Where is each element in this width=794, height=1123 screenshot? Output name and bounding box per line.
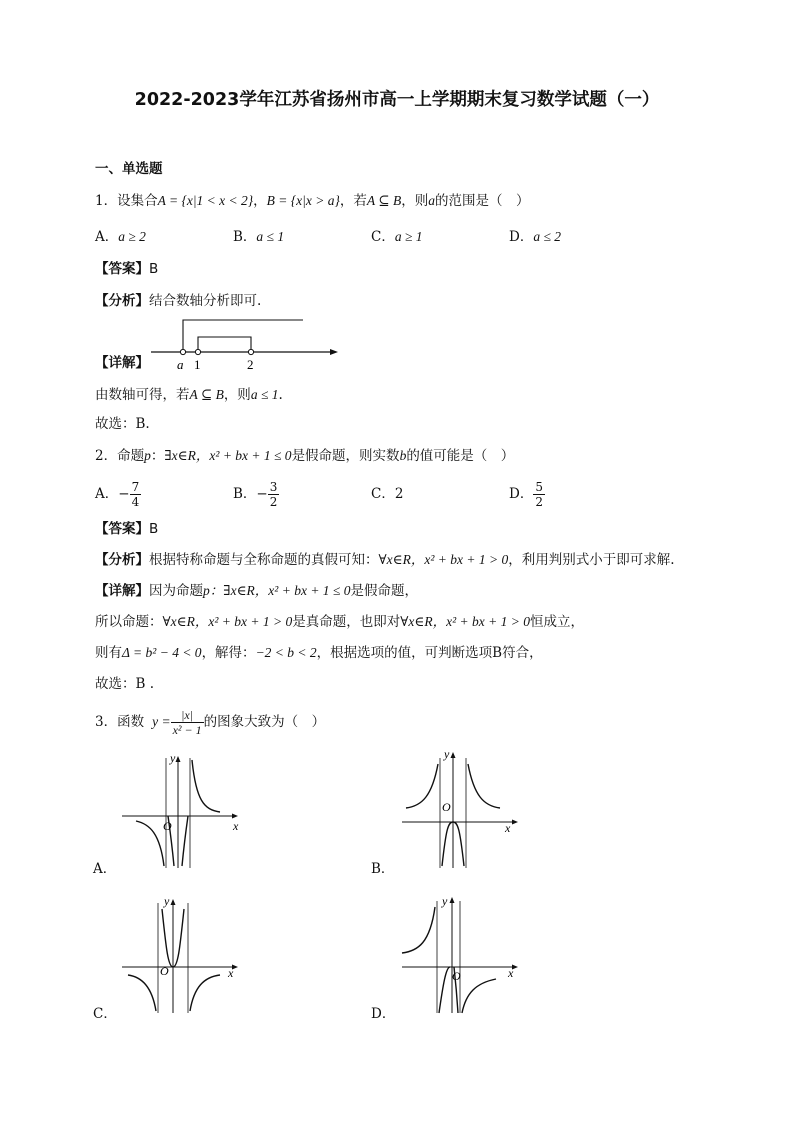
numerator: 3 <box>269 480 278 494</box>
y-arrow-icon <box>171 899 176 905</box>
q1-conclusion: 故选：B. <box>95 416 150 432</box>
x-arrow-icon <box>232 814 238 819</box>
analysis-tag: 【分析】 <box>95 293 149 309</box>
detail-math: ∀x∈R，x² + bx + 1 > 0 <box>162 614 293 629</box>
q2-conclusion: 故选：B . <box>95 676 155 692</box>
curve-right <box>468 764 500 808</box>
curve-left <box>128 975 156 1011</box>
graph-b <box>390 747 525 875</box>
analysis-tag: 【分析】 <box>95 552 149 568</box>
option-fraction <box>533 480 545 509</box>
question-3-stem <box>95 703 325 741</box>
x-label: x <box>508 966 514 980</box>
q2-detail-1 <box>95 582 418 600</box>
detail-text: 是假命题， <box>350 583 418 599</box>
detail-text: 恒成立， <box>530 614 584 630</box>
analysis-text: ，利用判别式小于即可求解. <box>508 552 675 568</box>
q2-detail-3 <box>95 644 543 662</box>
numerator: |x| <box>171 708 204 723</box>
graph-a <box>110 750 245 875</box>
detail-text: . <box>278 387 283 403</box>
arrow-right-icon <box>330 349 338 355</box>
detail-text: 所以命题： <box>95 614 163 630</box>
option-sign: − <box>118 486 130 502</box>
q3-func-fraction <box>171 708 204 737</box>
option-label: A． <box>95 229 119 245</box>
curve-right <box>462 979 496 1013</box>
option-label: C． <box>371 486 395 502</box>
option-fraction <box>130 480 142 509</box>
y-arrow-icon <box>176 756 181 762</box>
y-label: y <box>444 747 450 761</box>
q2-analysis <box>95 551 675 569</box>
detail-text: 因为命题 <box>149 583 203 599</box>
numerator: 7 <box>131 480 140 494</box>
curve-right <box>192 760 220 812</box>
graph-d-label[interactable]: D． <box>371 1006 396 1022</box>
q1-relation: A ⊆ B <box>366 193 402 208</box>
q1-prefix: 1．设集合 <box>95 193 158 209</box>
origin-label: O <box>160 964 169 978</box>
q2-prefix: 2．命题 <box>95 448 145 464</box>
curve-middle-right <box>182 816 188 866</box>
detail-tag: 【详解】 <box>95 583 149 599</box>
option-value: a ≤ 2 <box>533 229 561 244</box>
analysis-math: ∀x∈R，x² + bx + 1 > 0 <box>378 552 509 567</box>
q1-suffix: 的范围是（ ） <box>434 193 530 209</box>
y-arrow-icon <box>451 752 456 758</box>
section-heading: 一、单选题 <box>95 161 163 177</box>
q3-prefix: 3．函数 <box>95 714 145 730</box>
detail-text: ，解得： <box>201 645 256 661</box>
option-value: a ≥ 1 <box>394 229 423 244</box>
answer-value: B <box>149 261 159 277</box>
q2-option-a[interactable] <box>95 475 141 513</box>
origin-label: O <box>452 969 461 983</box>
denominator: 2 <box>535 495 543 509</box>
option-label: B． <box>233 229 257 245</box>
q1-sep-1: ， <box>253 193 267 209</box>
answer-value: B <box>149 521 159 537</box>
q2-answer <box>95 520 158 538</box>
denominator: 2 <box>269 495 278 509</box>
option-fraction <box>268 480 280 509</box>
detail-math: p：∃x∈R，x² + bx + 1 ≤ 0 <box>203 583 351 598</box>
x-label: x <box>233 819 239 833</box>
set-a-bracket <box>198 337 251 352</box>
q3-func-y: y = <box>152 714 171 729</box>
option-value: 2 <box>394 486 404 502</box>
q1-var: a <box>428 193 435 208</box>
graph-d <box>390 893 525 1020</box>
q1-sep-2: ，若 <box>339 193 367 209</box>
y-label: y <box>170 751 176 765</box>
q1-set-a: A = {x|1 < x < 2} <box>157 193 254 208</box>
detail-text: 则有 <box>95 645 122 661</box>
x-label: x <box>228 966 234 980</box>
option-value: a ≥ 2 <box>118 229 146 244</box>
option-label: B． <box>233 486 257 502</box>
q1-set-b: B = {x|x > a} <box>266 193 340 208</box>
denominator: 4 <box>131 495 140 509</box>
y-label: y <box>442 894 448 908</box>
graph-c-label[interactable]: C． <box>93 1006 117 1022</box>
detail-text: ，则 <box>223 387 251 403</box>
q3-suffix: 的图象大致为（ ） <box>203 714 326 730</box>
label-a: a <box>177 357 184 372</box>
set-b-bracket <box>183 320 303 352</box>
detail-math: a ≤ 1 <box>250 387 279 402</box>
detail-text: 由数轴可得，若 <box>95 387 190 403</box>
detail-text: ，根据选项的值，可判断选项B符合， <box>316 645 543 661</box>
curve-left <box>402 907 435 953</box>
point-2 <box>248 349 253 354</box>
numerator: 5 <box>535 480 543 494</box>
q2-colon: ： <box>150 448 165 464</box>
q1-sep-3: ，则 <box>401 193 429 209</box>
graph-a-label[interactable]: A． <box>93 861 117 877</box>
y-label: y <box>164 894 170 908</box>
q2-mid: 是假命题，则实数 <box>291 448 400 464</box>
label-1: 1 <box>194 357 201 372</box>
graph-b-label[interactable]: B． <box>371 861 395 877</box>
denominator: x² − 1 <box>172 723 202 737</box>
detail-math: −2 < b < 2 <box>255 645 317 660</box>
q2-suffix: 的值可能是（ ） <box>406 448 515 464</box>
point-1 <box>195 349 200 354</box>
curve-left <box>406 764 438 808</box>
answer-tag: 【答案】 <box>95 521 149 537</box>
option-label: D． <box>509 486 534 502</box>
q2-p: p <box>144 448 151 463</box>
option-label: D． <box>509 229 534 245</box>
curve-middle-left <box>439 967 450 1013</box>
detail-math: A ⊆ B <box>189 387 224 402</box>
page-title: 2022-2023学年江苏省扬州市高一上学期期末复习数学试题（一） <box>134 90 660 110</box>
analysis-text: 根据特称命题与全称命题的真假可知： <box>149 552 379 568</box>
detail-math: ∀x∈R，x² + bx + 1 > 0 <box>400 614 530 629</box>
option-label: A． <box>95 486 119 502</box>
y-arrow-icon <box>450 897 455 903</box>
answer-tag: 【答案】 <box>95 261 149 277</box>
point-a <box>180 349 185 354</box>
q2-option-c[interactable] <box>371 475 403 513</box>
origin-label: O <box>163 819 172 833</box>
q2-proposition: ∃x∈R，x² + bx + 1 ≤ 0 <box>164 448 292 463</box>
option-label: C． <box>371 229 395 245</box>
x-label: x <box>505 821 511 835</box>
origin-label: O <box>442 800 451 814</box>
question-2-stem <box>95 447 514 465</box>
q1-detail-tag: 【详解】 <box>95 355 149 371</box>
q2-detail-2 <box>95 613 584 631</box>
x-arrow-icon <box>512 820 518 825</box>
q1-detail-text <box>95 386 283 404</box>
option-value: a ≤ 1 <box>256 229 285 244</box>
label-2: 2 <box>247 357 254 372</box>
q2-b: b <box>399 448 407 463</box>
curve-right <box>190 975 220 1011</box>
detail-text: 是真命题，也即对 <box>292 614 401 630</box>
detail-math: Δ = b² − 4 < 0 <box>122 645 202 660</box>
curve-left <box>136 821 164 866</box>
q2-option-d[interactable] <box>509 475 545 513</box>
analysis-text: 结合数轴分析即可. <box>149 293 262 309</box>
option-sign: − <box>256 486 268 502</box>
graph-c <box>110 895 245 1020</box>
q2-option-b[interactable] <box>233 475 279 513</box>
